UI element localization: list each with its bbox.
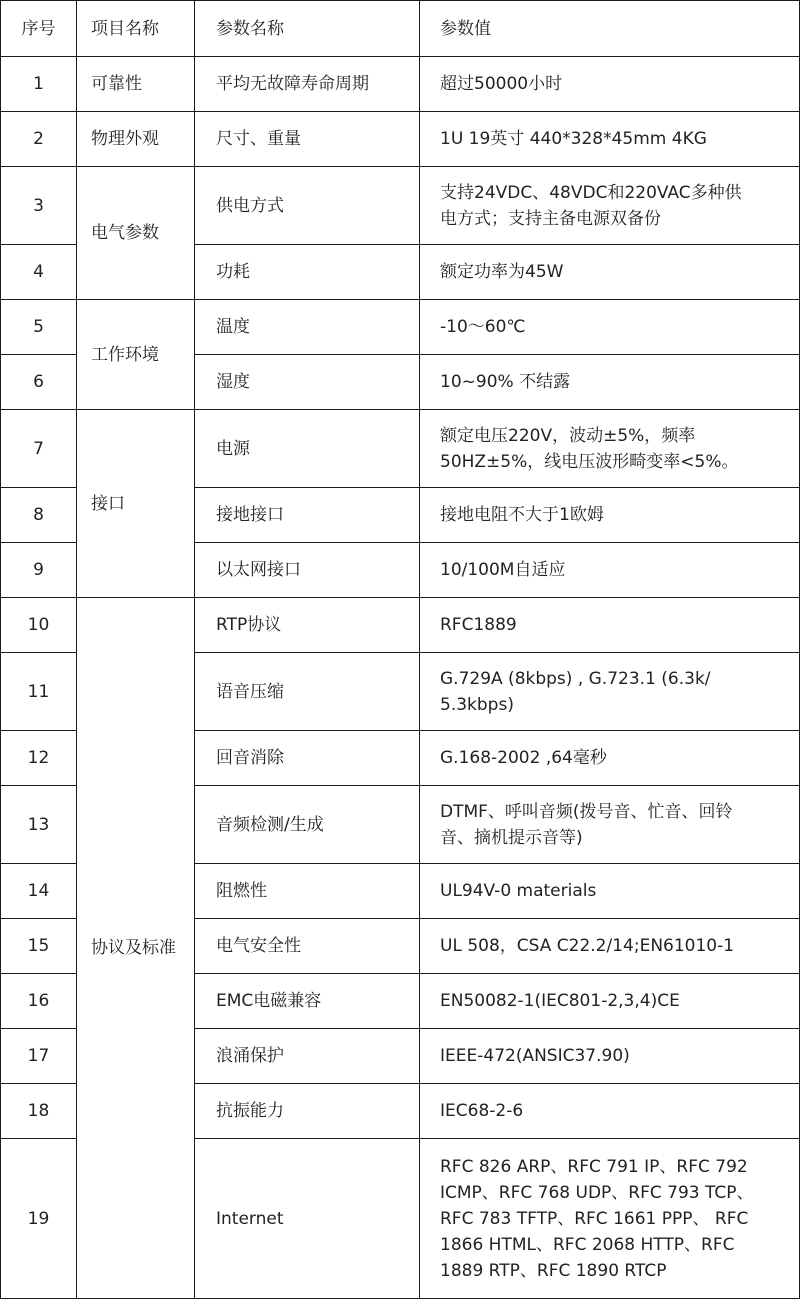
param-value-text: RFC 826 ARP、RFC 791 IP、RFC 792 ICMP、RFC 768 UDP、RFC 793 TCP、 RFC 783 TFTP、RFC 1661 PPP、 RFC 1866 HTML、RFC 2068 HTTP、RFC 1889 RTP、RFC 1890 RTCP — [440, 1156, 754, 1281]
row-number: 7 — [1, 410, 77, 488]
row-number: 5 — [1, 300, 77, 355]
param-value-text: 接地电阻不大于1欧姆 — [440, 505, 604, 525]
table-row — [1, 598, 800, 653]
param-value-text: 10/100M自适应 — [440, 560, 566, 580]
param-value-text: G.729A (8kbps) , G.723.1 (6.3k/ 5.3kbps) — [440, 668, 711, 715]
param-value-text: DTMF、呼叫音频(拨号音、忙音、回铃 音、摘机提示音等) — [440, 801, 733, 848]
param-name: 功耗 — [195, 245, 420, 300]
param-value-text: 支持24VDC、48VDC和220VAC多种供 电方式；支持主备电源双备份 — [440, 182, 742, 229]
param-name: 抗振能力 — [195, 1084, 420, 1139]
row-number: 18 — [1, 1084, 77, 1139]
param-value — [420, 1084, 800, 1139]
row-number: 10 — [1, 598, 77, 653]
table-row — [1, 300, 800, 355]
header-no: 序号 — [1, 1, 77, 57]
param-value-text: RFC1889 — [440, 615, 517, 635]
param-name: 平均无故障寿命周期 — [195, 57, 420, 112]
param-value-text: UL 508，CSA C22.2/14;EN61010-1 — [440, 936, 735, 956]
param-value — [420, 355, 800, 410]
param-value — [420, 598, 800, 653]
category-electrical: 电气参数 — [77, 167, 195, 300]
param-name: 电源 — [195, 410, 420, 488]
param-value-text: IEC68-2-6 — [440, 1101, 524, 1121]
param-value — [420, 731, 800, 786]
category-appearance: 物理外观 — [77, 112, 195, 167]
param-value-text: IEEE-472(ANSIC37.90) — [440, 1046, 630, 1066]
param-name: 语音压缩 — [195, 653, 420, 731]
param-name: 尺寸、重量 — [195, 112, 420, 167]
param-value — [420, 112, 800, 167]
param-name: RTP协议 — [195, 598, 420, 653]
param-value-text: 1U 19英寸 440*328*45mm 4KG — [440, 129, 707, 149]
table-row — [1, 167, 800, 245]
param-name: 回音消除 — [195, 731, 420, 786]
param-value — [420, 786, 800, 864]
table-row — [1, 410, 800, 488]
param-name: 接地接口 — [195, 488, 420, 543]
param-name: 浪涌保护 — [195, 1029, 420, 1084]
row-number: 9 — [1, 543, 77, 598]
header-category: 项目名称 — [77, 1, 195, 57]
param-name: 供电方式 — [195, 167, 420, 245]
param-value — [420, 864, 800, 919]
row-number: 6 — [1, 355, 77, 410]
param-name: 湿度 — [195, 355, 420, 410]
table-row — [1, 112, 800, 167]
param-value-text: -10～60℃ — [440, 317, 526, 337]
param-value — [420, 410, 800, 488]
param-value-text: 10~90% 不结露 — [440, 372, 571, 392]
row-number: 1 — [1, 57, 77, 112]
param-value — [420, 653, 800, 731]
row-number: 17 — [1, 1029, 77, 1084]
table-row — [1, 57, 800, 112]
param-name: Internet — [195, 1139, 420, 1299]
param-name: 阻燃性 — [195, 864, 420, 919]
param-value — [420, 245, 800, 300]
header-row — [1, 1, 800, 57]
category-environment: 工作环境 — [77, 300, 195, 410]
param-value — [420, 1029, 800, 1084]
category-interface: 接口 — [77, 410, 195, 598]
row-number: 11 — [1, 653, 77, 731]
row-number: 13 — [1, 786, 77, 864]
param-value-text: UL94V-0 materials — [440, 881, 597, 901]
param-value-text: G.168-2002 ,64毫秒 — [440, 748, 607, 768]
param-value — [420, 488, 800, 543]
param-value — [420, 167, 800, 245]
param-name: 电气安全性 — [195, 919, 420, 974]
param-value-text: EN50082-1(IEC801-2,3,4)CE — [440, 991, 680, 1011]
param-value — [420, 919, 800, 974]
param-value — [420, 57, 800, 112]
row-number: 4 — [1, 245, 77, 300]
param-name: EMC电磁兼容 — [195, 974, 420, 1029]
param-name: 音频检测/生成 — [195, 786, 420, 864]
row-number: 19 — [1, 1139, 77, 1299]
param-value — [420, 974, 800, 1029]
row-number: 16 — [1, 974, 77, 1029]
param-value — [420, 543, 800, 598]
category-reliability: 可靠性 — [77, 57, 195, 112]
row-number: 3 — [1, 167, 77, 245]
param-value — [420, 300, 800, 355]
row-number: 8 — [1, 488, 77, 543]
category-protocol: 协议及标准 — [77, 598, 195, 1299]
header-value: 参数值 — [420, 1, 800, 57]
row-number: 2 — [1, 112, 77, 167]
row-number: 12 — [1, 731, 77, 786]
param-value-text: 额定电压220V，波动±5%，频率 50HZ±5%，线电压波形畸变率<5%。 — [440, 425, 739, 472]
param-name: 温度 — [195, 300, 420, 355]
param-value-text: 超过50000小时 — [440, 74, 563, 94]
param-value-text: 额定功率为45W — [440, 262, 564, 282]
param-value — [420, 1139, 800, 1299]
param-name: 以太网接口 — [195, 543, 420, 598]
row-number: 14 — [1, 864, 77, 919]
header-param: 参数名称 — [195, 1, 420, 57]
row-number: 15 — [1, 919, 77, 974]
